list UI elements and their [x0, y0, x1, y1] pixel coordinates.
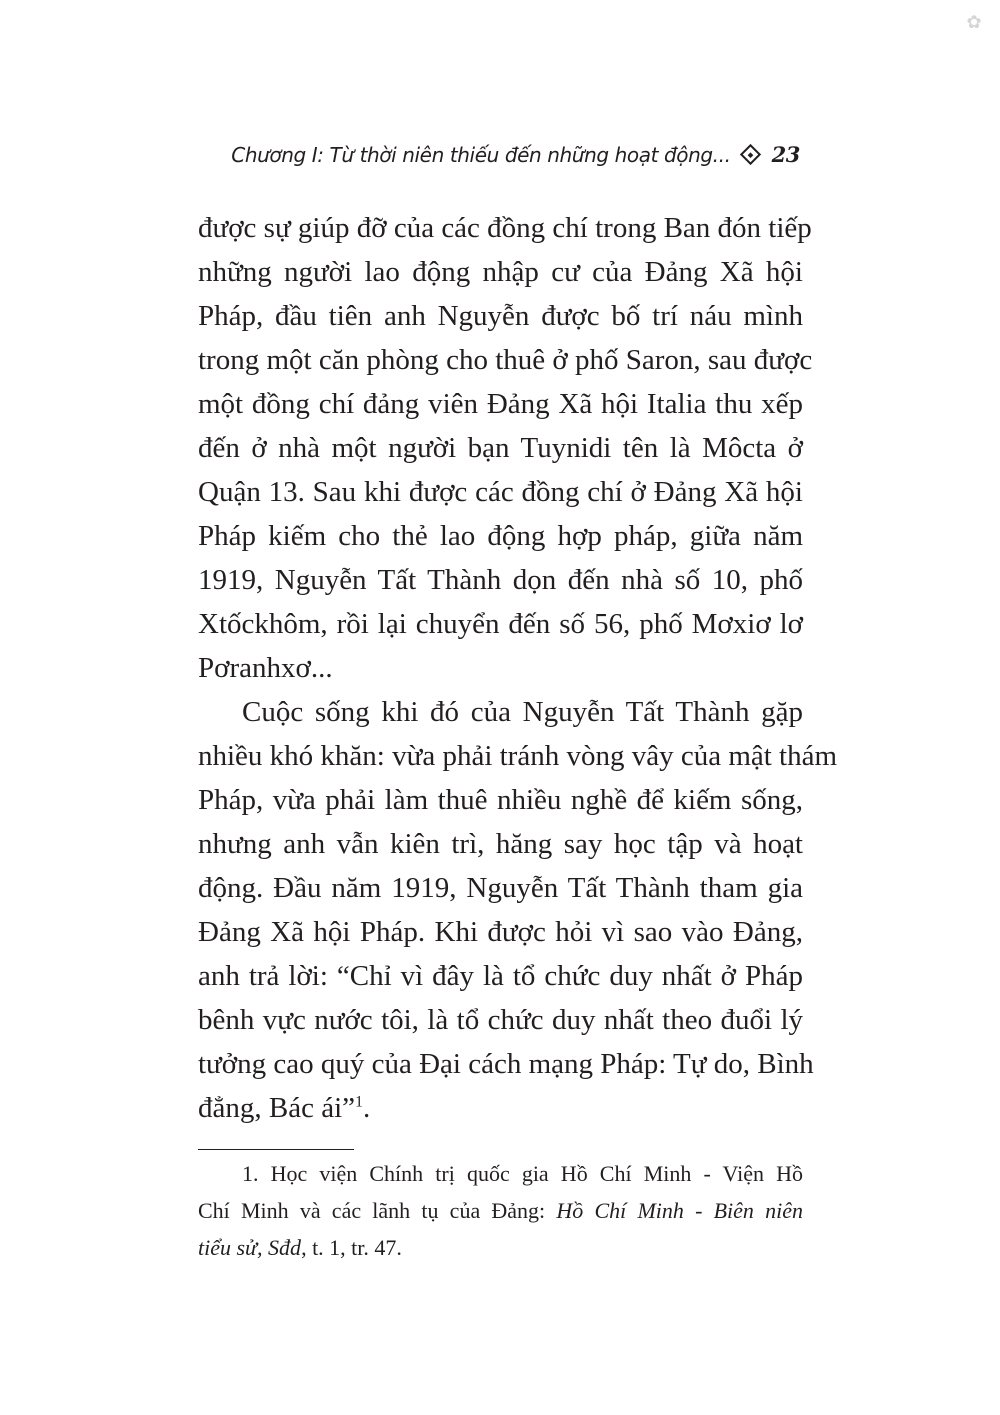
- footnote-divider: [198, 1149, 354, 1150]
- body-line: Cuộc sống khi đó của Nguyễn Tất Thành gặp: [242, 696, 803, 728]
- body-line: Pháp kiếm cho thẻ lao động hợp pháp, giữa năm: [198, 520, 803, 552]
- diamond-icon: [739, 144, 760, 165]
- final-line-text: đẳng, Bác ái”: [198, 1092, 356, 1124]
- chapter-title: Chương I: Từ thời niên thiếu đến những hoạt động...: [231, 143, 731, 167]
- footnote-line: 1. Học viện Chính trị quốc gia Hồ Chí Minh - Viện Hồ: [242, 1161, 803, 1186]
- body-line: những người lao động nhập cư của Đảng Xã hội: [198, 256, 803, 288]
- body-line: trong một căn phòng cho thuê ở phố Saron, sau được: [198, 344, 813, 376]
- footnote-reference: 1: [355, 1093, 364, 1111]
- body-line: đến ở nhà một người bạn Tuynidi tên là Môcta ở: [198, 432, 803, 464]
- body-line: Xtốckhôm, rồi lại chuyển đến số 56, phố Mơxiơ lơ: [198, 608, 803, 640]
- footnote-book-title-cont: tiểu sử, Sđd: [198, 1235, 302, 1260]
- body-line: 1919, Nguyễn Tất Thành dọn đến nhà số 10, phố: [198, 564, 803, 596]
- body-line: Quận 13. Sau khi được các đồng chí ở Đảng Xã hội: [198, 476, 803, 508]
- body-line-final: [198, 1086, 803, 1130]
- footnotes: [198, 1155, 803, 1266]
- body-text: [198, 206, 838, 1130]
- footnote-citation: , t. 1, tr. 47.: [301, 1235, 402, 1260]
- body-line: được sự giúp đỡ của các đồng chí trong Ban đón tiếp: [198, 212, 812, 244]
- body-line: Đảng Xã hội Pháp. Khi được hỏi vì sao vào Đảng,: [198, 916, 803, 948]
- footnote-text: Chí Minh và các lãnh tụ của Đảng:: [198, 1198, 557, 1223]
- flower-mark-icon: ✿: [966, 12, 982, 32]
- final-period: .: [363, 1092, 371, 1124]
- page-number: 23: [771, 142, 800, 167]
- body-line: Pháp, vừa phải làm thuê nhiều nghề để kiếm sống,: [198, 784, 803, 816]
- body-line: anh trả lời: “Chỉ vì đây là tổ chức duy nhất ở Pháp: [198, 960, 803, 992]
- body-line: nhưng anh vẫn kiên trì, hăng say học tập và hoạt: [198, 828, 803, 860]
- body-line: bênh vực nước tôi, là tổ chức duy nhất theo đuổi lý: [198, 1004, 803, 1036]
- body-line: nhiều khó khăn: vừa phải tránh vòng vây của mật thám: [198, 740, 838, 772]
- running-header: [195, 140, 800, 170]
- footnote-book-title: Hồ Chí Minh - Biên niên: [556, 1198, 803, 1223]
- footnote-line: [198, 1229, 803, 1266]
- footnote-line: [198, 1192, 803, 1229]
- body-line: động. Đầu năm 1919, Nguyễn Tất Thành tham gia: [198, 872, 803, 904]
- body-line: Pháp, đầu tiên anh Nguyễn được bố trí náu mình: [198, 300, 803, 332]
- body-line: một đồng chí đảng viên Đảng Xã hội Italia thu xếp: [198, 388, 803, 420]
- body-line: Pơranhxơ...: [198, 652, 333, 684]
- body-line: tưởng cao quý của Đại cách mạng Pháp: Tự do, Bình: [198, 1048, 814, 1080]
